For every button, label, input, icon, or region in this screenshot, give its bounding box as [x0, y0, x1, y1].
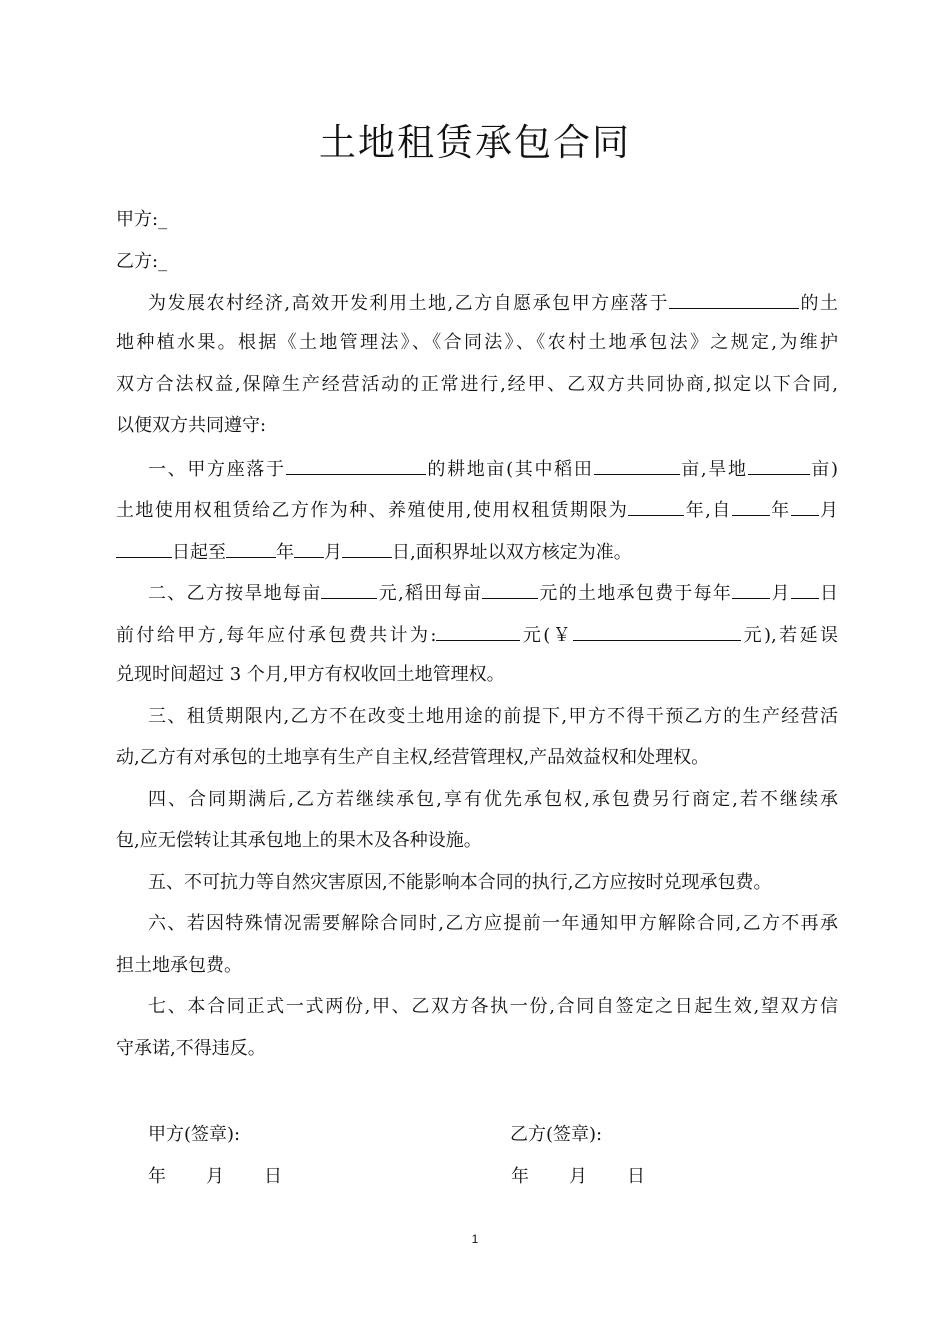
date-day: 日 — [627, 1166, 645, 1187]
clause-text: 日起至 — [172, 542, 226, 563]
clause7-line-1: 七、本合同正式一式两份,甲、乙双方各执一份,合同自签定之日起生效,望双方信 — [148, 996, 838, 1017]
clause-text: 前付给甲方,每年应付承包费共计为: — [116, 625, 437, 646]
blank — [573, 622, 741, 641]
blank — [294, 539, 324, 558]
clause-text: 日 — [818, 583, 839, 604]
clause-text: 元(￥ — [520, 625, 574, 646]
blank — [628, 497, 684, 516]
clause1-line-1 — [148, 456, 838, 482]
clause-text: 的耕地亩(其中稻田 — [425, 459, 594, 480]
blank — [286, 456, 426, 475]
blank — [594, 456, 680, 475]
blank — [748, 456, 810, 475]
clause-text: 月 — [324, 542, 342, 563]
clause-text: 月 — [818, 500, 838, 521]
clause-text: 月 — [770, 583, 791, 604]
clause6-line-2: 担土地承包费。 — [116, 955, 242, 976]
date-day: 日 — [264, 1166, 282, 1187]
party-b-date — [511, 1162, 645, 1188]
clause-text: 一、甲方座落于 — [148, 459, 286, 480]
blank — [732, 580, 770, 599]
intro-line-4: 以便双方共同遵守: — [116, 415, 267, 436]
clause1-line-3 — [116, 539, 838, 565]
party-b-line: 乙方:_ — [116, 251, 168, 272]
clause2-line-3: 兑现时间超过 3 个月,甲方有权收回土地管理权。 — [116, 664, 505, 685]
clause5-line-1: 五、不可抗力等自然灾害原因,不能影响本合同的执行,乙方应按时兑现承包费。 — [148, 872, 772, 893]
date-year: 年 — [148, 1166, 166, 1187]
blank — [342, 539, 392, 558]
intro-text: 为发展农村经济,高效开发利用土地,乙方自愿承包甲方座落于 — [148, 293, 670, 314]
party-b-signature: 乙方(签章): — [510, 1124, 603, 1145]
clause4-line-1: 四、合同期满后,乙方若继续承包,享有优先承包权,承包费另行商定,若不继续承 — [148, 789, 838, 810]
clause-text: 年,自 — [684, 500, 732, 521]
blank — [791, 580, 819, 599]
blank — [436, 622, 520, 641]
document-title: 土地租赁承包合同 — [319, 121, 631, 164]
clause-text: 年 — [276, 542, 294, 563]
clause3-line-2: 动,乙方有对承包的土地享有生产自主权,经营管理权,产品效益权和处理权。 — [116, 747, 710, 768]
party-a-signature: 甲方(签章): — [148, 1124, 241, 1145]
clause-text: 元),若延误 — [741, 625, 839, 646]
intro-line-2: 地种植水果。根据《土地管理法》、《合同法》、《农村土地承包法》之规定,为维护 — [116, 332, 838, 353]
clause-text: 亩) — [809, 459, 838, 480]
blank — [321, 580, 377, 599]
blank — [482, 580, 538, 599]
clause2-line-2 — [116, 622, 838, 648]
clause-text: 日,面积界址以双方核定为准。 — [392, 542, 632, 563]
party-a-line: 甲方:_ — [116, 209, 168, 230]
clause2-line-1 — [148, 580, 838, 606]
intro-line-1 — [148, 290, 838, 316]
clause-text: 元,稻田每亩 — [377, 583, 483, 604]
intro-line-3: 双方合法权益,保障生产经营活动的正常进行,经甲、乙双方共同协商,拟定以下合同, — [116, 374, 838, 395]
blank — [116, 539, 172, 558]
clause-text: 土地使用权租赁给乙方作为种、养殖使用,使用权租赁期限为 — [116, 500, 629, 521]
location-blank — [669, 290, 799, 309]
clause4-line-2: 包,应无偿转让其承包地上的果木及各种设施。 — [116, 830, 482, 851]
blank — [791, 497, 819, 516]
intro-text: 的土 — [799, 293, 839, 314]
clause6-line-1: 六、若因特殊情况需要解除合同时,乙方应提前一年通知甲方解除合同,乙方不再承 — [148, 913, 838, 934]
date-month: 月 — [569, 1166, 587, 1187]
blank — [226, 539, 276, 558]
clause1-line-2 — [116, 497, 838, 523]
date-month: 月 — [206, 1166, 224, 1187]
clause-text: 亩,旱地 — [679, 459, 748, 480]
clause-text: 元的土地承包费于每年 — [538, 583, 733, 604]
clause3-line-1: 三、租赁期限内,乙方不在改变土地用途的前提下,甲方不得干预乙方的生产经营活 — [148, 706, 838, 727]
page-number: 1 — [471, 1232, 479, 1246]
clause-text: 二、乙方按旱地每亩 — [148, 583, 322, 604]
party-a-date — [148, 1162, 282, 1188]
clause7-line-2: 守承诺,不得违反。 — [116, 1038, 266, 1059]
clause-text: 年 — [769, 500, 791, 521]
blank — [732, 497, 770, 516]
date-year: 年 — [511, 1166, 529, 1187]
